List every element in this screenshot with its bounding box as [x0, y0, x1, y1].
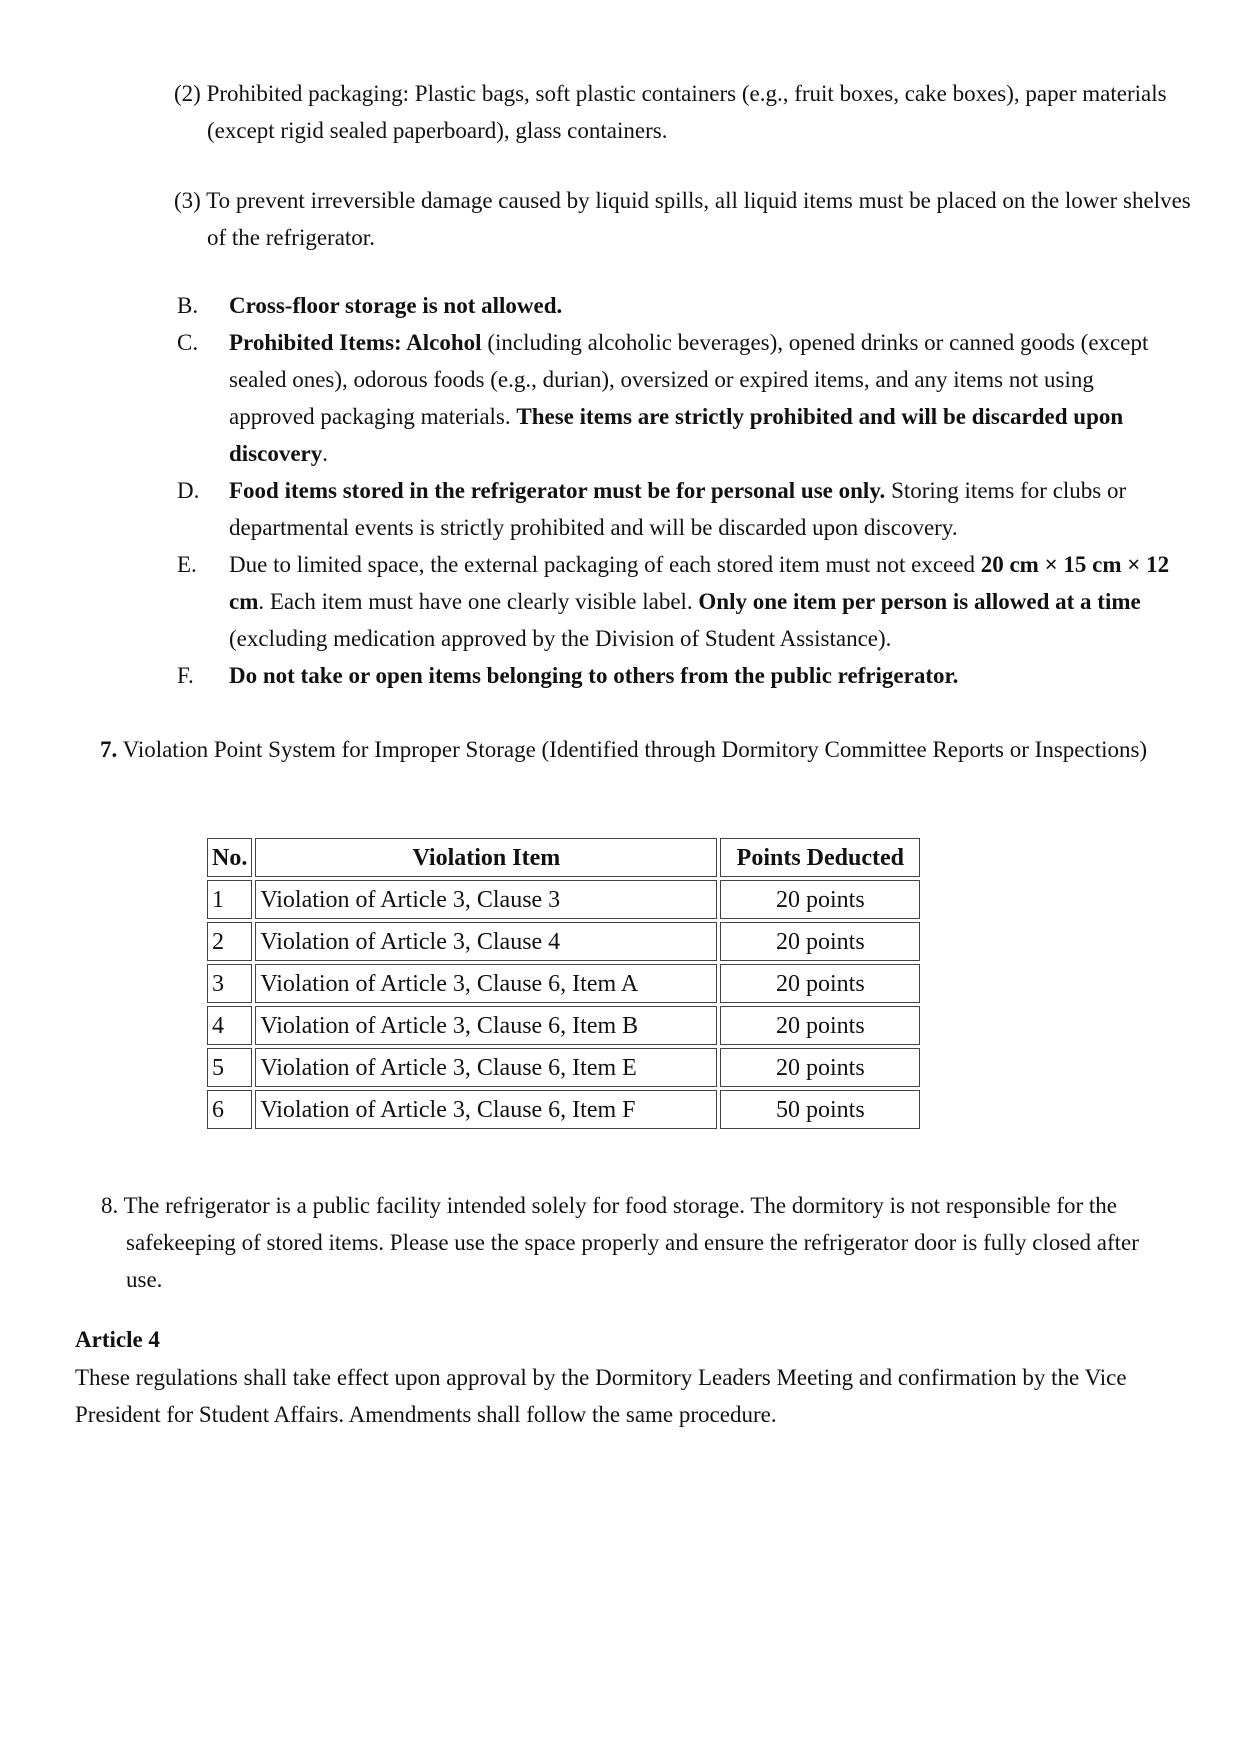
lettered-item-list [174, 287, 1174, 694]
item-c [174, 324, 1174, 472]
item-d [174, 472, 1174, 546]
item-c-label: C. [177, 330, 199, 355]
item-c-bold-1: Prohibited Items: Alcohol [229, 330, 482, 355]
item-e [174, 546, 1174, 657]
item-e-bold-1: 20 cm × 15 cm × 12 cm [229, 552, 1170, 614]
item-d-bold: Food items stored in the refrigerator must be for personal use only. [229, 478, 886, 503]
row-points: 20 points [720, 964, 920, 1003]
row-no: 4 [207, 1006, 252, 1045]
item-e-text-1: Due to limited space, the external packaging of each stored item must not exceed [229, 552, 981, 577]
section-8-paragraph: 8. The refrigerator is a public facility intended solely for food storage. The dormitory is not responsible for the safekeeping of stored items. Please use the space properly and ensure the refrigerator door is fully closed after use. [101, 1193, 1139, 1292]
row-violation-item: Violation of Article 3, Clause 6, Item F [255, 1090, 717, 1129]
table-row [207, 964, 920, 1003]
item-f [174, 657, 1174, 694]
item-d-text: Storing items for clubs or departmental events is strictly prohibited and will be discarded upon discovery. [229, 478, 1127, 540]
row-violation-item: Violation of Article 3, Clause 6, Item E [255, 1048, 717, 1087]
row-violation-item: Violation of Article 3, Clause 6, Item A [255, 964, 717, 1003]
item-e-text-2: . Each item must have one clearly visible label. [258, 589, 699, 614]
table-row [207, 1006, 920, 1045]
table-row [207, 922, 920, 961]
row-points: 20 points [720, 922, 920, 961]
item-f-bold: Do not take or open items belonging to others from the public refrigerator. [229, 663, 959, 688]
item-b [174, 287, 1174, 324]
row-points: 20 points [720, 1048, 920, 1087]
item-e-label: E. [177, 552, 197, 577]
row-no: 1 [207, 880, 252, 919]
item-b-bold: Cross-floor storage is not allowed. [229, 293, 563, 318]
row-violation-item: Violation of Article 3, Clause 4 [255, 922, 717, 961]
item-c-text-2: . [322, 441, 329, 466]
table-header-row [207, 838, 920, 877]
header-violation-item: Violation Item [255, 838, 717, 877]
header-points-deducted: Points Deducted [720, 838, 920, 877]
row-violation-item: Violation of Article 3, Clause 3 [255, 880, 717, 919]
row-no: 2 [207, 922, 252, 961]
row-violation-item: Violation of Article 3, Clause 6, Item B [255, 1006, 717, 1045]
item-b-label: B. [177, 293, 199, 318]
section-7-text: Violation Point System for Improper Storage (Identified through Dormitory Committee Reports or Inspections) [117, 737, 1148, 762]
row-points: 20 points [720, 1006, 920, 1045]
row-no: 6 [207, 1090, 252, 1129]
header-no: No. [207, 838, 252, 877]
item-c-text-1: (including alcoholic beverages), opened drinks or canned goods (except sealed ones), odorous foods (e.g., durian), oversized or expired items, and any items not using approved packaging materials. [229, 330, 1149, 429]
row-no: 5 [207, 1048, 252, 1087]
section-7-number: 7. [100, 737, 118, 762]
article-4-body: These regulations shall take effect upon approval by the Dormitory Leaders Meeting and confirmation by the Vice President for Student Affairs. Amendments shall follow the same procedure. [75, 1365, 1127, 1427]
article-4-heading: Article 4 [75, 1327, 160, 1352]
row-no: 3 [207, 964, 252, 1003]
row-points: 50 points [720, 1090, 920, 1129]
item-e-bold-2: Only one item per person is allowed at a time [698, 589, 1141, 614]
item-e-text-3: (excluding medication approved by the Division of Student Assistance). [229, 626, 892, 651]
item-f-label: F. [177, 663, 194, 688]
table-row [207, 1090, 920, 1129]
table-row [207, 1048, 920, 1087]
row-points: 20 points [720, 880, 920, 919]
item-d-label: D. [177, 478, 200, 503]
clause-2-packaging: (2) Prohibited packaging: Plastic bags, soft plastic containers (e.g., fruit boxes, cake boxes), paper materials (except rigid sealed paperboard), glass containers. [174, 81, 1167, 143]
item-c-bold-2: These items are strictly prohibited and will be discarded upon discovery [229, 404, 1124, 466]
section-7-heading [75, 731, 1175, 768]
violation-points-table [204, 835, 923, 1132]
table-row [207, 880, 920, 919]
clause-3-liquids: (3) To prevent irreversible damage caused by liquid spills, all liquid items must be placed on the lower shelves of the refrigerator. [174, 188, 1191, 250]
